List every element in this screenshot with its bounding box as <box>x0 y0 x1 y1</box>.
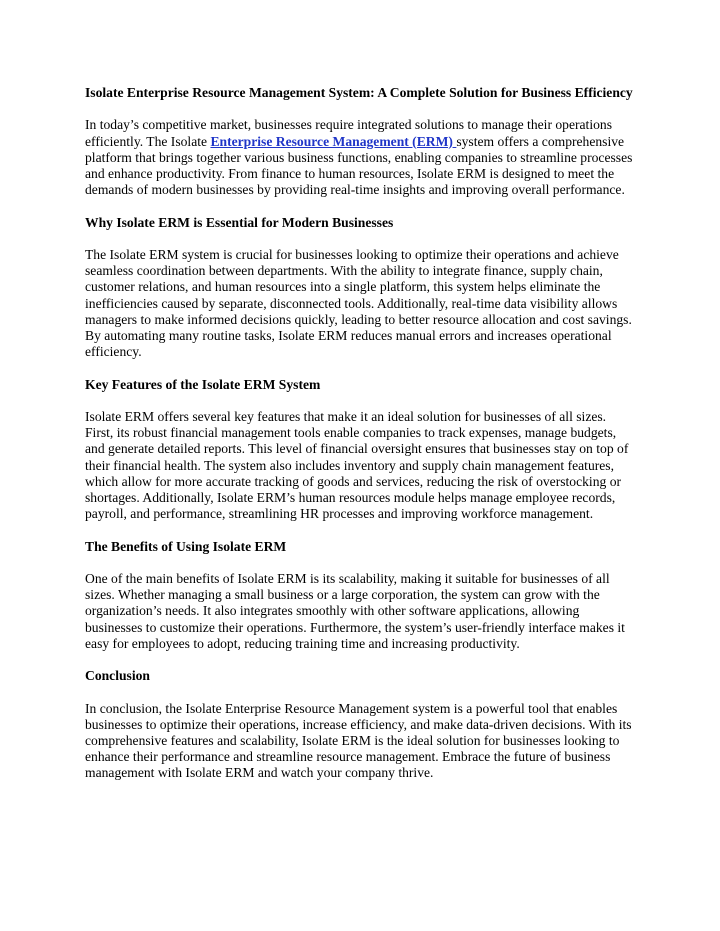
section-heading-why: Why Isolate ERM is Essential for Modern Businesses <box>85 214 394 230</box>
erm-link[interactable]: Enterprise Resource Management (ERM) <box>210 133 457 149</box>
spacer <box>85 684 637 700</box>
section-heading-benefits: The Benefits of Using Isolate ERM <box>85 538 287 554</box>
section-heading-features: Key Features of the Isolate ERM System <box>85 376 321 392</box>
section-body-why: The Isolate ERM system is crucial for businesses looking to optimize their operations and achieve seamless coordination between departments. With the ability to integrate finance, supply chain, customer relations, and human resources into a single platform, this system helps eliminate the inefficiencies caused by separate, disconnected tools. Additionally, real-time data visibility allows managers to make informed decisions quickly, leading to better resource allocation and cost savings. By automating many routine tasks, Isolate ERM reduces manual errors and increases operational efficiency. <box>85 246 632 360</box>
spacer <box>85 231 637 247</box>
section-body-features: Isolate ERM offers several key features that make it an ideal solution for businesses of all sizes. First, its robust financial management tools enable companies to track expenses, manage budgets, and generate detailed reports. This level of financial oversight ensures that businesses stay on top of their financial health. The system also includes inventory and supply chain management features, which allow for more accurate tracking of goods and services, reducing the risk of overstocking or shortages. Additionally, Isolate ERM’s human resources module helps manage employee records, payroll, and performance, streamlining HR processes and improving workforce management. <box>85 408 629 522</box>
spacer <box>85 101 637 117</box>
spacer <box>85 198 637 214</box>
spacer <box>85 555 637 571</box>
section-heading-conclusion: Conclusion <box>85 668 150 684</box>
intro-paragraph <box>85 117 637 198</box>
spacer <box>85 360 637 376</box>
intro-text-after-link: system offers a comprehensive platform that brings together various business functions, enabling companies to streamline processes and enhance productivity. From finance to human resources, Isolate ERM is designed to meet the demands of modern businesses by providing real-time insights and improving overall performance. <box>85 133 633 198</box>
document-page <box>85 85 637 782</box>
section-body-benefits: One of the main benefits of Isolate ERM is its scalability, making it suitable for businesses of all sizes. Whether managing a small business or a large corporation, the system can grow with the organization’s needs. It also integrates smoothly with other software applications, allowing businesses to customize their operations. Furthermore, the system’s user-friendly interface makes it easy for employees to adopt, reducing training time and increasing productivity. <box>85 570 625 651</box>
section-body-conclusion: In conclusion, the Isolate Enterprise Resource Management system is a powerful tool that enables businesses to optimize their operations, increase efficiency, and make data-driven decisions. With its comprehensive features and scalability, Isolate ERM is the ideal solution for businesses looking to enhance their performance and streamline resource management. Embrace the future of business management with Isolate ERM and watch your company thrive. <box>85 700 632 781</box>
spacer <box>85 652 637 668</box>
spacer <box>85 522 637 538</box>
intro-text-before-link: In today’s competitive market, businesses require integrated solutions to manage their operations efficiently. The Isolate <box>85 117 612 149</box>
spacer <box>85 393 637 409</box>
document-title: Isolate Enterprise Resource Management System: A Complete Solution for Business Efficiency <box>85 85 633 100</box>
